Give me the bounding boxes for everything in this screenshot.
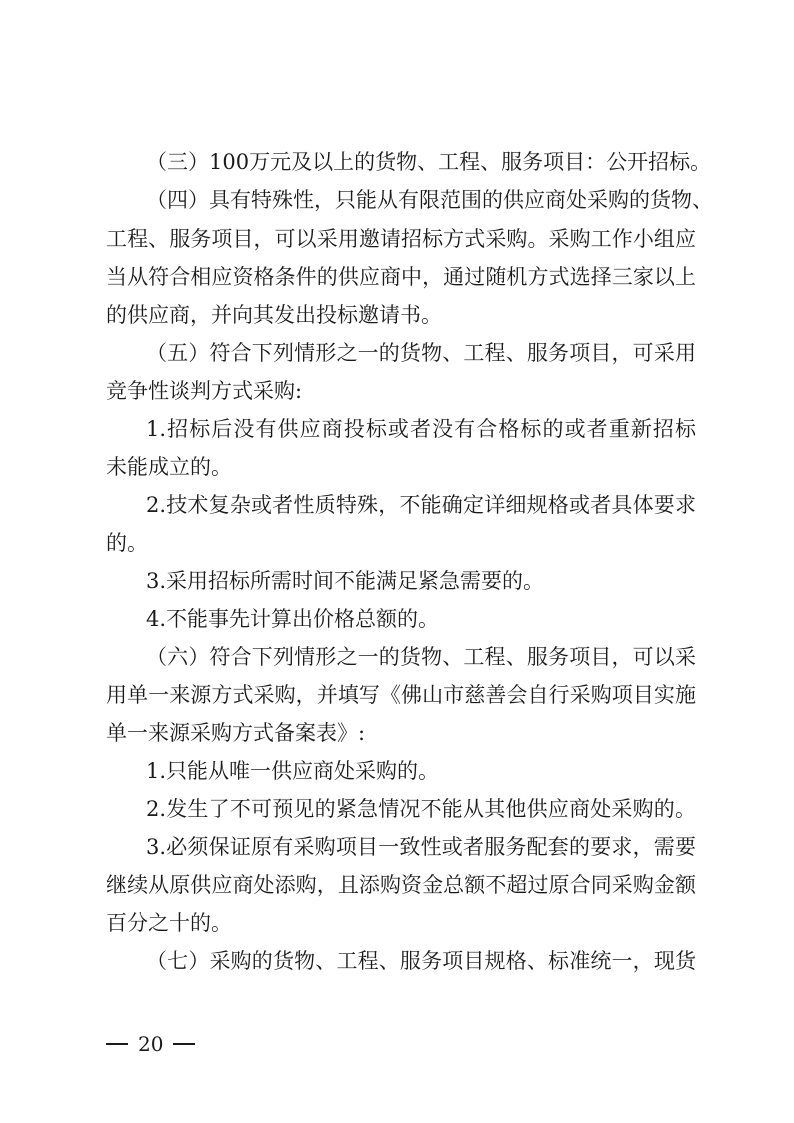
text-line: 的。 (106, 531, 148, 555)
text-line: 用单一来源方式采购，并填写《佛山市慈善会自行采购项目实施 (106, 683, 696, 707)
text-line: 3.必须保证原有采购项目一致性或者服务配套的要求，需要 (146, 835, 696, 859)
text-line: 4.不能事先计算出价格总额的。 (146, 607, 440, 631)
text-line: （六）符合下列情形之一的货物、工程、服务项目，可以采 (146, 645, 696, 669)
dash-left (106, 1043, 128, 1045)
text-line: （三）100万元及以上的货物、工程、服务项目：公开招标。 (146, 150, 712, 174)
text-line: 2.技术复杂或者性质特殊，不能确定详细规格或者具体要求 (146, 493, 696, 517)
text-line: 单一来源采购方式备案表》: (106, 721, 366, 745)
text-line: 竞争性谈判方式采购: (106, 379, 303, 403)
text-line: 继续从原供应商处添购，且添购资金总额不超过原合同采购金额 (106, 873, 696, 897)
text-line: 未能成立的。 (106, 455, 232, 479)
text-line: 1.招标后没有供应商投标或者没有合格标的或者重新招标 (146, 417, 696, 441)
text-line: （四）具有特殊性，只能从有限范围的供应商处采购的货物、 (146, 188, 713, 212)
text-line: 3.采用招标所需时间不能满足紧急需要的。 (146, 569, 545, 593)
dash-right (173, 1043, 195, 1045)
text-line: 的供应商，并向其发出投标邀请书。 (106, 303, 442, 327)
text-line: 百分之十的。 (106, 911, 232, 935)
text-line: 1.只能从唯一供应商处采购的。 (146, 759, 440, 783)
text-line: 2.发生了不可预见的紧急情况不能从其他供应商处采购的。 (146, 797, 696, 821)
text-line: 工程、服务项目，可以采用邀请招标方式采购。采购工作小组应 (106, 227, 696, 251)
page-footer (106, 1030, 195, 1058)
text-line: （七）采购的货物、工程、服务项目规格、标准统一，现货 (146, 949, 696, 973)
text-line: （五）符合下列情形之一的货物、工程、服务项目，可采用 (146, 341, 696, 365)
text-line: 当从符合相应资格条件的供应商中，通过随机方式选择三家以上 (106, 265, 696, 289)
page-number: 20 (138, 1032, 164, 1056)
